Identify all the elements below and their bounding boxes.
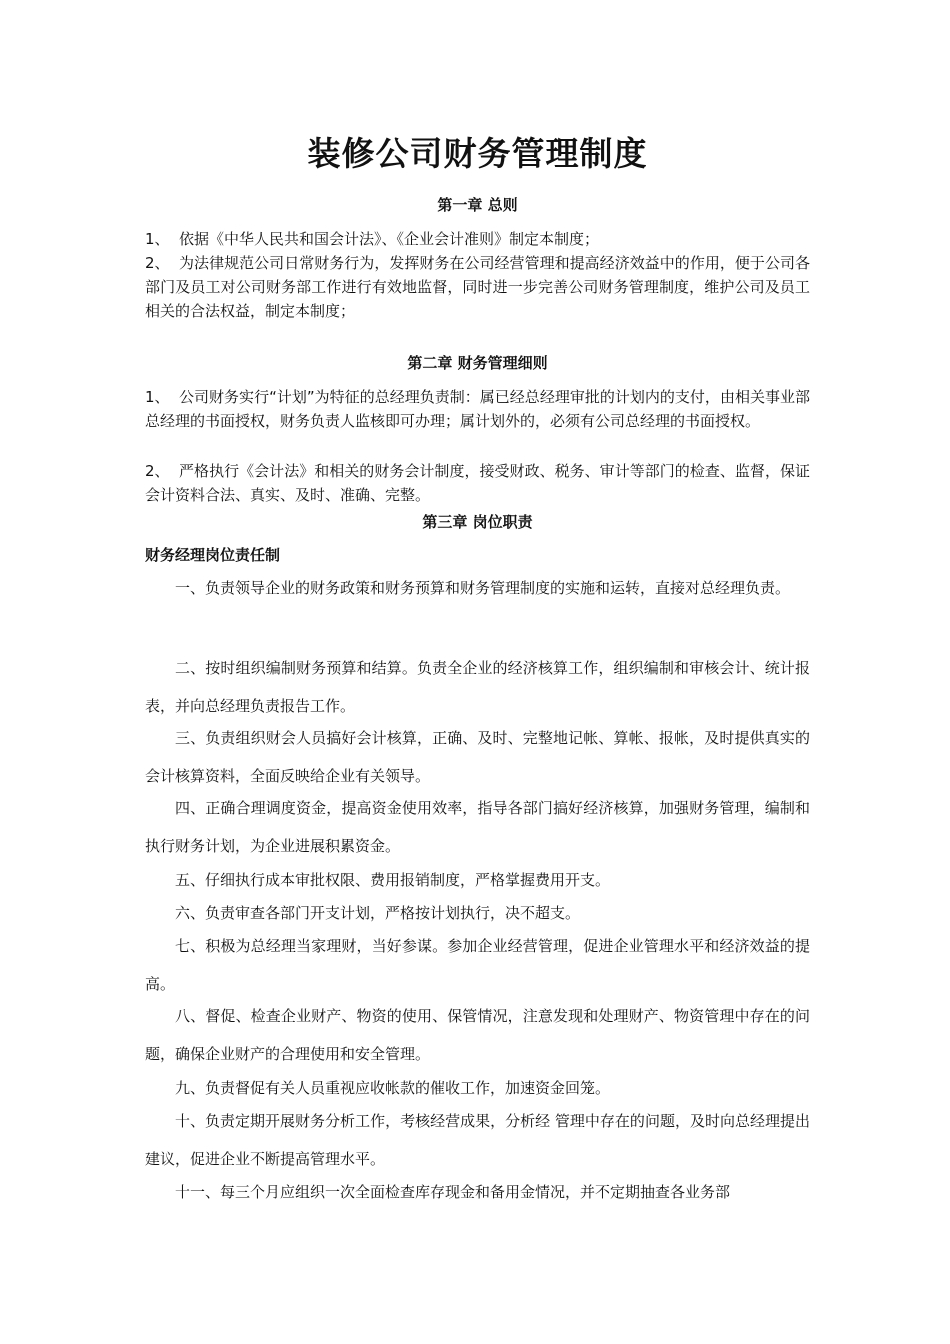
item-text: 公司财务实行“计划”为特征的总经理负责制：属已经总经理审批的计划内的支付，由相关事业部总经理的书面授权，财务负责人监核即可办理；属计划外的，必须有公司总经理的书面授权。 — [145, 388, 810, 430]
duty-item-7: 七、积极为总经理当家理财，当好参谋。参加企业经营管理，促进企业管理水平和经济效益的提高。 — [145, 937, 810, 993]
duty-item-10: 十、负责定期开展财务分析工作，考核经营成果，分析经 管理中存在的问题，及时向总经理提出建议，促进企业不断提高管理水平。 — [145, 1112, 810, 1168]
duty-item-8: 八、督促、检查企业财产、物资的使用、保管情况，注意发现和处理财产、物资管理中存在的问题，确保企业财产的合理使用和安全管理。 — [145, 1007, 810, 1063]
item-number: 1、 — [145, 388, 170, 406]
chapter-2-heading: 第二章 财务管理细则 — [407, 354, 548, 372]
item-number: 1、 — [145, 230, 170, 248]
section-title: 财务经理岗位责任制 — [145, 546, 281, 564]
item-text: 依据《中华人民共和国会计法》、《企业会计准则》制定本制度； — [179, 230, 600, 248]
duty-item-4: 四、正确合理调度资金，提高资金使用效率，指导各部门搞好经济核算，加强财务管理，编制和执行财务计划，为企业进展积累资金。 — [145, 799, 810, 855]
duty-item-1: 一、负责领导企业的财务政策和财务预算和财务管理制度的实施和运转，直接对总经理负责。 — [175, 579, 791, 597]
chapter-1-item-2 — [145, 251, 810, 323]
chapter-1-item-1 — [145, 227, 810, 251]
item-text: 为法律规范公司日常财务行为，发挥财务在公司经营管理和提高经济效益中的作用，便于公司各部门及员工对公司财务部工作进行有效地监督，同时进一步完善公司财务管理制度，维护公司及员工相关的合法权益，制定本制度； — [145, 254, 810, 320]
item-number: 2、 — [145, 462, 170, 480]
item-text: 严格执行《会计法》和相关的财务会计制度，接受财政、税务、审计等部门的检查、监督，保证会计资料合法、真实、及时、准确、完整。 — [145, 462, 810, 504]
duty-item-2: 二、按时组织编制财务预算和结算。负责全企业的经济核算工作，组织编制和审核会计、统计报表，并向总经理负责报告工作。 — [145, 659, 810, 715]
chapter-1-heading: 第一章 总则 — [437, 196, 518, 214]
duty-item-11: 十一、每三个月应组织一次全面检查库存现金和备用金情况，并不定期抽查各业务部 — [175, 1183, 731, 1201]
chapter-2-item-2 — [145, 459, 810, 507]
document-title: 装修公司财务管理制度 — [307, 134, 648, 173]
item-number: 2、 — [145, 254, 170, 272]
duty-item-6: 六、负责审查各部门开支计划，严格按计划执行，决不超支。 — [175, 904, 581, 922]
duty-item-5: 五、仔细执行成本审批权限、费用报销制度，严格掌握费用开支。 — [175, 871, 611, 889]
duty-item-9: 九、负责督促有关人员重视应收帐款的催收工作，加速资金回笼。 — [175, 1079, 611, 1097]
duty-item-3: 三、负责组织财会人员搞好会计核算，正确、及时、完整地记帐、算帐、报帐，及时提供真实的会计核算资料，全面反映给企业有关领导。 — [145, 729, 810, 785]
chapter-3-heading: 第三章 岗位职责 — [422, 513, 533, 531]
chapter-2-item-1 — [145, 385, 810, 433]
